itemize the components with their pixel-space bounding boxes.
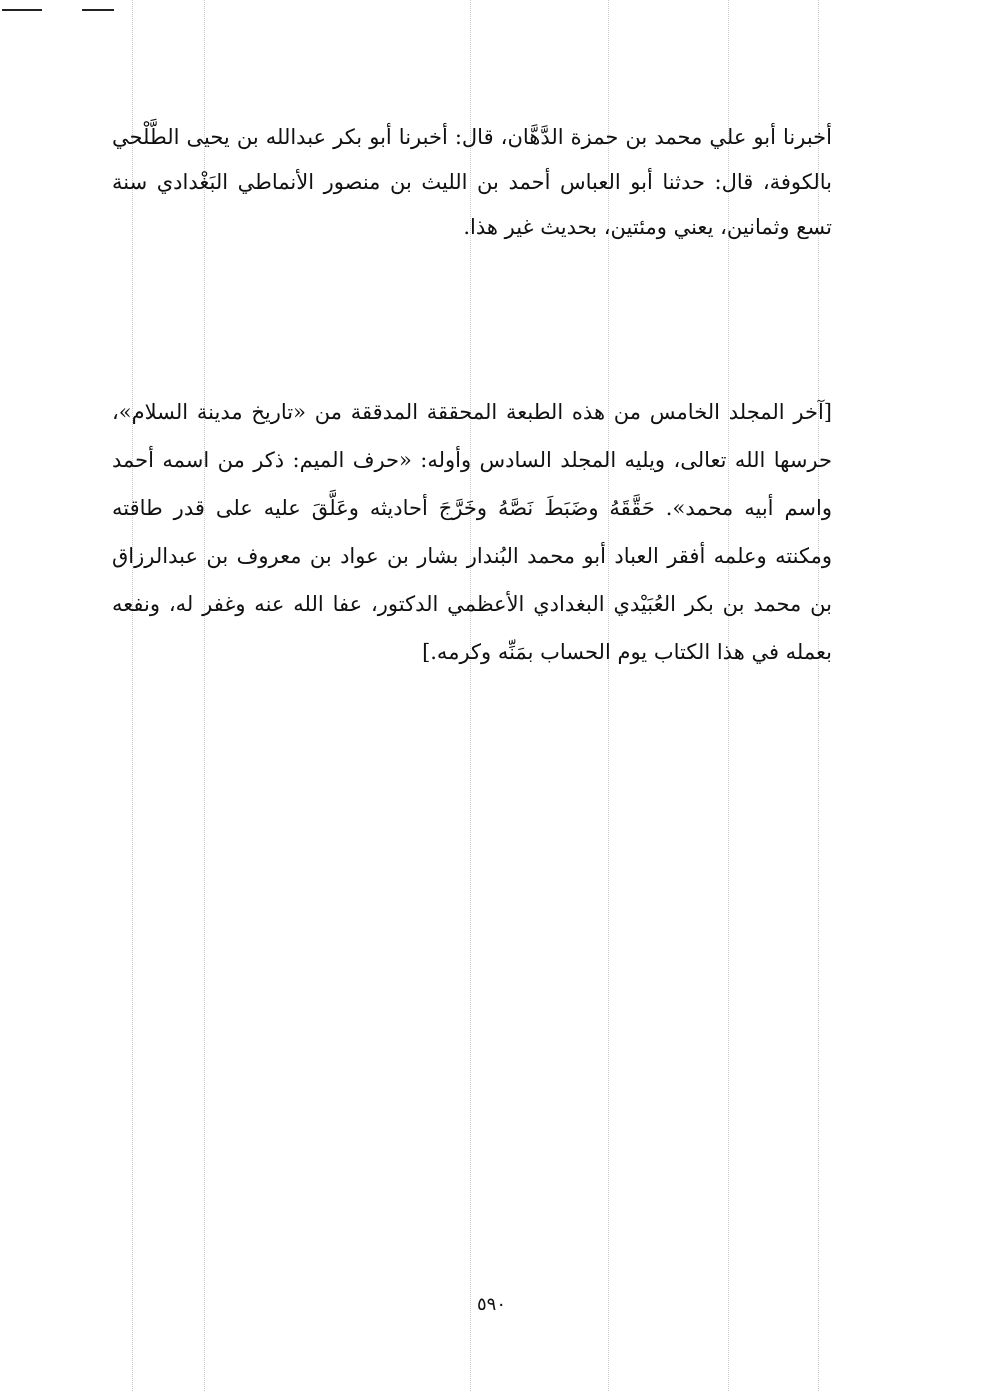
page-number: ٥٩٠ [476, 1294, 506, 1315]
volume-colophon-paragraph: [آخر المجلد الخامس من هذه الطبعة المحققة المدققة من «تاريخ مدينة السلام»، حرسها الله تعالى، ويليه المجلد السادس وأوله: «حرف الميم: ذكر من اسمه أحمد واسم أبيه محمد». حَقَّقَهُ وضَبَطَ نَصَّهُ وخَرَّجَ أحاديثه وعَلَّقَ عليه على قدر طاقته ومكنته وعلمه أفقر العباد أبو محمد البُندار بشار بن عواد بن معروف بن عبدالرزاق بن محمد بن بكر العُبَيْدي البغدادي الأعظمي الدكتور، عفا الله عنه وغفر له، ونفعه بعمله في هذا الكتاب يوم الحساب بمَنِّه وكرمه.] [112, 400, 832, 664]
narration-paragraph: أخبرنا أبو علي محمد بن حمزة الدَّهَّان، قال: أخبرنا أبو بكر عبدالله بن يحيى الطَّلْحي بالكوفة، قال: حدثنا أبو العباس أحمد بن الليث بن منصور الأنماطي البَغْدادي سنة تسع وثمانين، يعني ومئتين، بحديث غير هذا. [112, 125, 832, 239]
header-rule-left [2, 9, 42, 11]
header-rule-right [82, 9, 114, 11]
